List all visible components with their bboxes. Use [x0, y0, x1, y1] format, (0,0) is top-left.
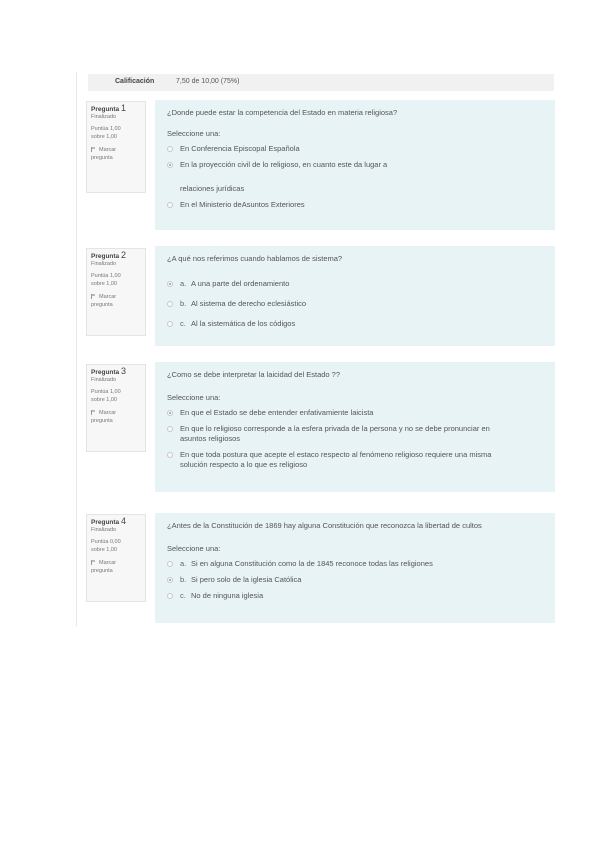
option-3-continued: solución respecto a lo que es religioso [180, 460, 308, 469]
question-text: ¿Antes de la Constitución de 1869 hay alguna Constitución que reconozca la libertad de cultos [167, 521, 482, 530]
question-info-4 [86, 514, 146, 602]
radio-button[interactable] [167, 321, 173, 327]
question-label: Pregunta [91, 253, 120, 260]
radio-button[interactable] [167, 301, 173, 307]
question-info-2 [86, 248, 146, 336]
score-max-line: sobre 1,00 [91, 547, 117, 553]
score-line: Puntúa 1,00 [91, 273, 121, 279]
radio-button-selected[interactable] [167, 162, 173, 168]
flag-question-link-2[interactable]: pregunta [91, 302, 113, 308]
question-status: Finalizado [91, 377, 117, 383]
radio-button[interactable] [167, 593, 173, 599]
option-2[interactable]: En la proyección civil de lo religioso, en cuanto este da lugar a [167, 160, 543, 170]
select-prompt: Seleccione una: [167, 544, 221, 553]
question-number: 1 [120, 103, 126, 113]
option-1[interactable]: En Conferencia Episcopal Española [167, 144, 543, 154]
select-prompt: Seleccione una: [167, 393, 221, 402]
question-box-2 [155, 246, 555, 346]
score-max-line: sobre 1,00 [91, 397, 117, 403]
radio-button[interactable] [167, 426, 173, 432]
question-number: 3 [120, 366, 126, 376]
grade-summary [88, 74, 554, 91]
score-max-line: sobre 1,00 [91, 134, 117, 140]
question-info-1 [86, 101, 146, 193]
question-box-3 [155, 362, 555, 492]
question-text: ¿Como se debe interpretar la laicidad del Estado ?? [167, 370, 341, 379]
option-c[interactable]: c. Al la sistemática de los códigos [167, 319, 543, 329]
option-a[interactable]: a. Si en alguna Constitución como la de 1845 reconoce todas las religiones [167, 559, 543, 569]
flag-question-link[interactable]: Marcar [91, 293, 141, 301]
radio-button-selected[interactable] [167, 281, 173, 287]
option-a[interactable]: a. A una parte del ordenamiento [167, 279, 543, 289]
page-divider [76, 72, 77, 626]
option-2-continued: relaciones jurídicas [180, 184, 245, 193]
question-status: Finalizado [91, 527, 117, 533]
flag-icon [91, 560, 97, 565]
grade-value: 7,50 de 10,00 (75%) [176, 78, 240, 85]
flag-question-link[interactable]: Marcar [91, 146, 141, 154]
question-box-4 [155, 513, 555, 623]
radio-button[interactable] [167, 561, 173, 567]
question-status: Finalizado [91, 261, 117, 267]
option-c[interactable]: c. No de ninguna iglesia [167, 591, 543, 601]
flag-question-link-2[interactable]: pregunta [91, 568, 113, 574]
flag-icon [91, 410, 97, 415]
radio-button-selected[interactable] [167, 410, 173, 416]
question-label: Pregunta [91, 369, 120, 376]
flag-icon [91, 147, 97, 152]
option-3[interactable]: En el Ministerio deAsuntos Exteriores [167, 200, 543, 210]
score-max-line: sobre 1,00 [91, 281, 117, 287]
option-b[interactable]: b. Al sistema de derecho eclesiástico [167, 299, 543, 309]
flag-question-link[interactable]: Marcar [91, 559, 141, 567]
radio-button[interactable] [167, 202, 173, 208]
question-number: 2 [120, 250, 126, 260]
question-text: ¿Donde puede estar la competencia del Estado en materia religiosa? [167, 108, 398, 117]
flag-question-link-2[interactable]: pregunta [91, 418, 113, 424]
flag-icon [91, 294, 97, 299]
option-3[interactable]: En que toda postura que acepte el estaco respecto al fenómeno religioso requiere una misma [167, 450, 543, 460]
flag-question-link[interactable]: Marcar [91, 409, 141, 417]
grade-label: Calificación [115, 78, 155, 85]
question-status: Finalizado [91, 114, 117, 120]
question-label: Pregunta [91, 106, 120, 113]
option-2[interactable]: En que lo religioso corresponde a la esfera privada de la persona y no se debe pronunciar en [167, 424, 543, 434]
question-label: Pregunta [91, 519, 120, 526]
flag-question-link-2[interactable]: pregunta [91, 155, 113, 161]
score-line: Puntúa 0,00 [91, 539, 121, 545]
question-text: ¿A qué nos referimos cuando hablamos de sistema? [167, 254, 343, 263]
select-prompt: Seleccione una: [167, 129, 221, 138]
question-number: 4 [120, 516, 126, 526]
question-box-1 [155, 100, 555, 230]
option-b[interactable]: b. Si pero solo de la iglesia Católica [167, 575, 543, 585]
score-line: Puntúa 1,00 [91, 126, 121, 132]
radio-button[interactable] [167, 452, 173, 458]
option-1[interactable]: En que el Estado se debe entender enfativamiente laicista [167, 408, 543, 418]
radio-button[interactable] [167, 146, 173, 152]
option-2-continued: asuntos religiosos [180, 434, 241, 443]
question-info-3 [86, 364, 146, 452]
score-line: Puntúa 1,00 [91, 389, 121, 395]
radio-button-selected[interactable] [167, 577, 173, 583]
